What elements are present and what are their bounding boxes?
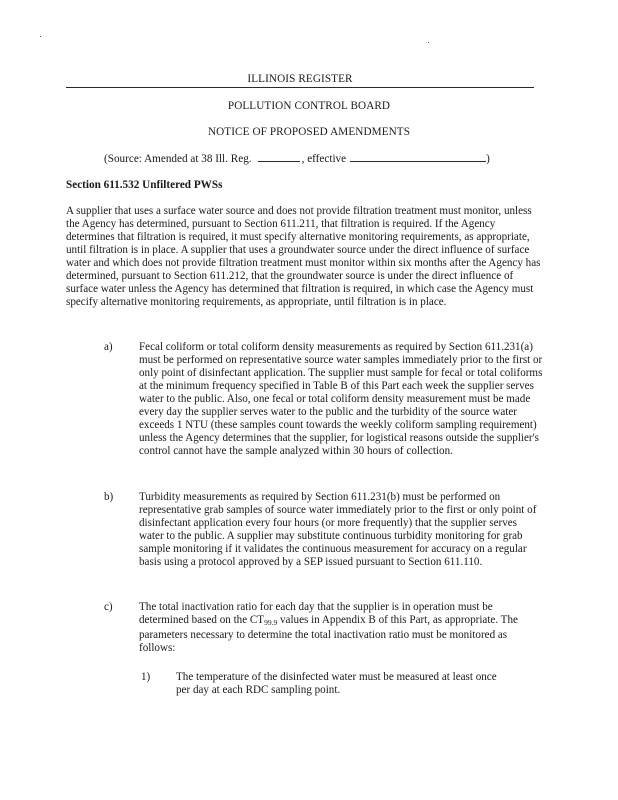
source-prefix: (Source: Amended at 38 Ill. Reg. bbox=[104, 153, 252, 165]
source-suffix: ) bbox=[486, 153, 490, 165]
item-a-label: a) bbox=[104, 341, 113, 353]
effective-date-blank bbox=[350, 152, 486, 162]
reg-page-blank bbox=[258, 152, 300, 162]
item-c-text-before: The total inactivation ratio for each day that the supplier is in operation must be determined based on the CT bbox=[139, 601, 493, 627]
item-c-label: c) bbox=[104, 601, 113, 613]
notice-title: NOTICE OF PROPOSED AMENDMENTS bbox=[207, 126, 411, 138]
scan-speck bbox=[428, 42, 429, 43]
board-title: POLLUTION CONTROL BOARD bbox=[227, 100, 391, 112]
source-effective: , effective bbox=[301, 153, 347, 165]
item-c-text bbox=[139, 601, 543, 655]
item-a-text: Fecal coliform or total coliform density measurements as required by Section 611.231(a) must be performed on representative source water samples immediately prior to the first or only point of disinfectant application. The supplier must sample for fecal or total coliforms at the minimum frequency specified in Table B of this Part each week the supplier serves water to the public. Also, one fecal or total coliform density measurement must be made every day the supplier serves water to the public and the turbidity of the source water exceeds 1 NTU (these samples count towards the weekly coliform sampling requirement) unless the Agency determines that the supplier, for logistical reasons outside the supplier's control cannot have the sample analyzed within 30 hours of collection. bbox=[139, 341, 543, 458]
item-b-label: b) bbox=[104, 491, 114, 503]
section-heading: Section 611.532 Unfiltered PWSs bbox=[66, 179, 223, 191]
item-c1-text: The temperature of the disinfected water must be measured at least once per day at each RDC sampling point. bbox=[176, 671, 497, 697]
scan-speck bbox=[40, 36, 41, 37]
item-c1-label: 1) bbox=[141, 671, 151, 683]
header-rule bbox=[66, 87, 534, 88]
intro-paragraph: A supplier that uses a surface water source and does not provide filtration treatment must monitor, unless the Agency has determined, pursuant to Section 611.211, that filtration is required. If the Agency determines that filtration is required, it must specify alternative monitoring requirements, as appropriate, until filtration is in place. A supplier that uses a groundwater source under the direct influence of surface water and which does not provide filtration treatment must monitor within six months after the Agency has determined, pursuant to Section 611.212, that the groundwater source is under the direct influence of surface water unless the Agency has determined that filtration is required, in which case the Agency must specify alternative monitoring requirements, as appropriate, until filtration is in place. bbox=[66, 205, 541, 309]
source-line bbox=[104, 152, 490, 165]
ct-subscript: 99.9 bbox=[264, 618, 278, 628]
item-c-text-after: values in Appendix B of this Part, as appropriate. The parameters necessary to determine the total inactivation ratio must be monitored as follows: bbox=[139, 614, 518, 655]
item-b-text: Turbidity measurements as required by Section 611.231(b) must be performed on representative grab samples of source water immediately prior to the first or only point of disinfectant application every four hours (or more frequently) that the supplier serves water to the public. A supplier may substitute continuous turbidity monitoring for grab sample monitoring if it validates the continuous measurement for accuracy on a regular basis using a protocol approved by a SEP issued pursuant to Section 611.110. bbox=[139, 491, 537, 569]
register-title: ILLINOIS REGISTER bbox=[247, 73, 353, 85]
